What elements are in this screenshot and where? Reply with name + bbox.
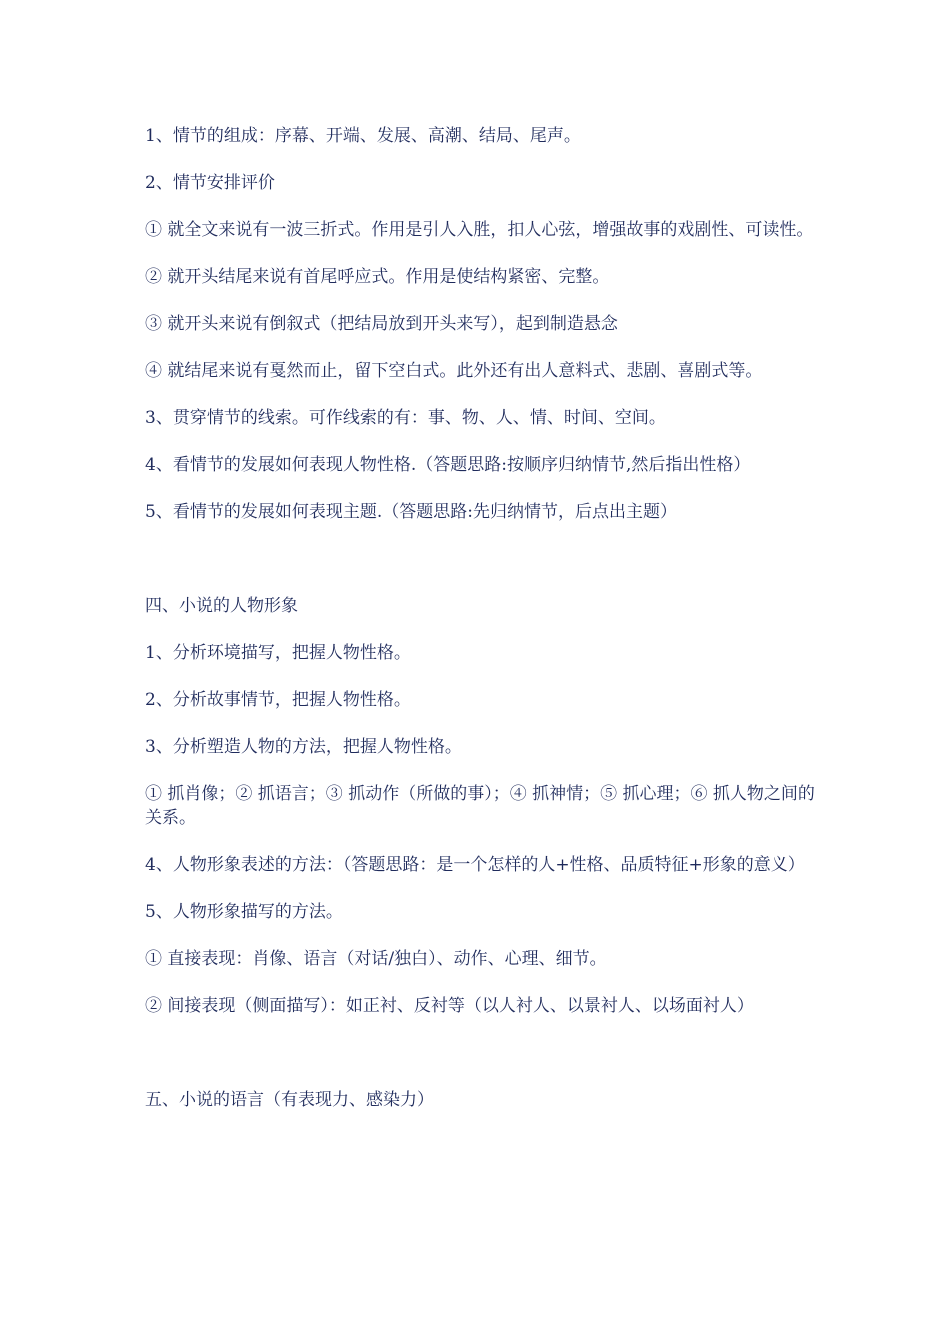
character-point-1: 1、分析环境描写，把握人物性格。 [145, 643, 411, 663]
character-point-4: 4、人物形象表述的方法：（答题思路：是一个怎样的人+性格、品质特征+形象的意义） [145, 855, 805, 875]
plot-point-4: ④ 就结尾来说有戛然而止，留下空白式。此外还有出人意料式、悲剧、喜剧式等。 [145, 361, 763, 381]
plot-composition: 1、情节的组成：序幕、开端、发展、高潮、结局、尾声。 [145, 126, 581, 146]
direct-portrayal: ① 直接表现：肖像、语言（对话/独白）、动作、心理、细节。 [145, 949, 607, 969]
plot-arrangement-heading: 2、情节安排评价 [145, 173, 275, 193]
indirect-portrayal: ② 间接表现（侧面描写）：如正衬、反衬等（以人衬人、以景衬人、以场面衬人） [145, 996, 754, 1016]
character-point-5: 5、人物形象描写的方法。 [145, 902, 343, 922]
document-body [145, 124, 815, 1135]
section-heading-language: 五、小说的语言（有表现力、感染力） [145, 1090, 434, 1110]
plot-point-1: ① 就全文来说有一波三折式。作用是引人入胜，扣人心弦，增强故事的戏剧性、可读性。 [145, 220, 814, 240]
plot-point-2: ② 就开头结尾来说有首尾呼应式。作用是使结构紧密、完整。 [145, 267, 610, 287]
plot-point-3: ③ 就开头来说有倒叙式（把结局放到开头来写），起到制造悬念 [145, 314, 618, 334]
character-point-3: 3、分析塑造人物的方法，把握人物性格。 [145, 737, 462, 757]
section-heading-characters: 四、小说的人物形象 [145, 596, 298, 616]
character-point-2: 2、分析故事情节，把握人物性格。 [145, 690, 411, 710]
plot-character: 4、看情节的发展如何表现人物性格.（答题思路:按顺序归纳情节,然后指出性格） [145, 455, 751, 475]
character-methods: ① 抓肖像；② 抓语言；③ 抓动作（所做的事）；④ 抓神情；⑤ 抓心理；⑥ 抓人物之间的关系。 [145, 784, 815, 828]
plot-thread: 3、贯穿情节的线索。可作线索的有：事、物、人、情、时间、空间。 [145, 408, 666, 428]
plot-theme: 5、看情节的发展如何表现主题.（答题思路:先归纳情节，后点出主题） [145, 502, 677, 522]
